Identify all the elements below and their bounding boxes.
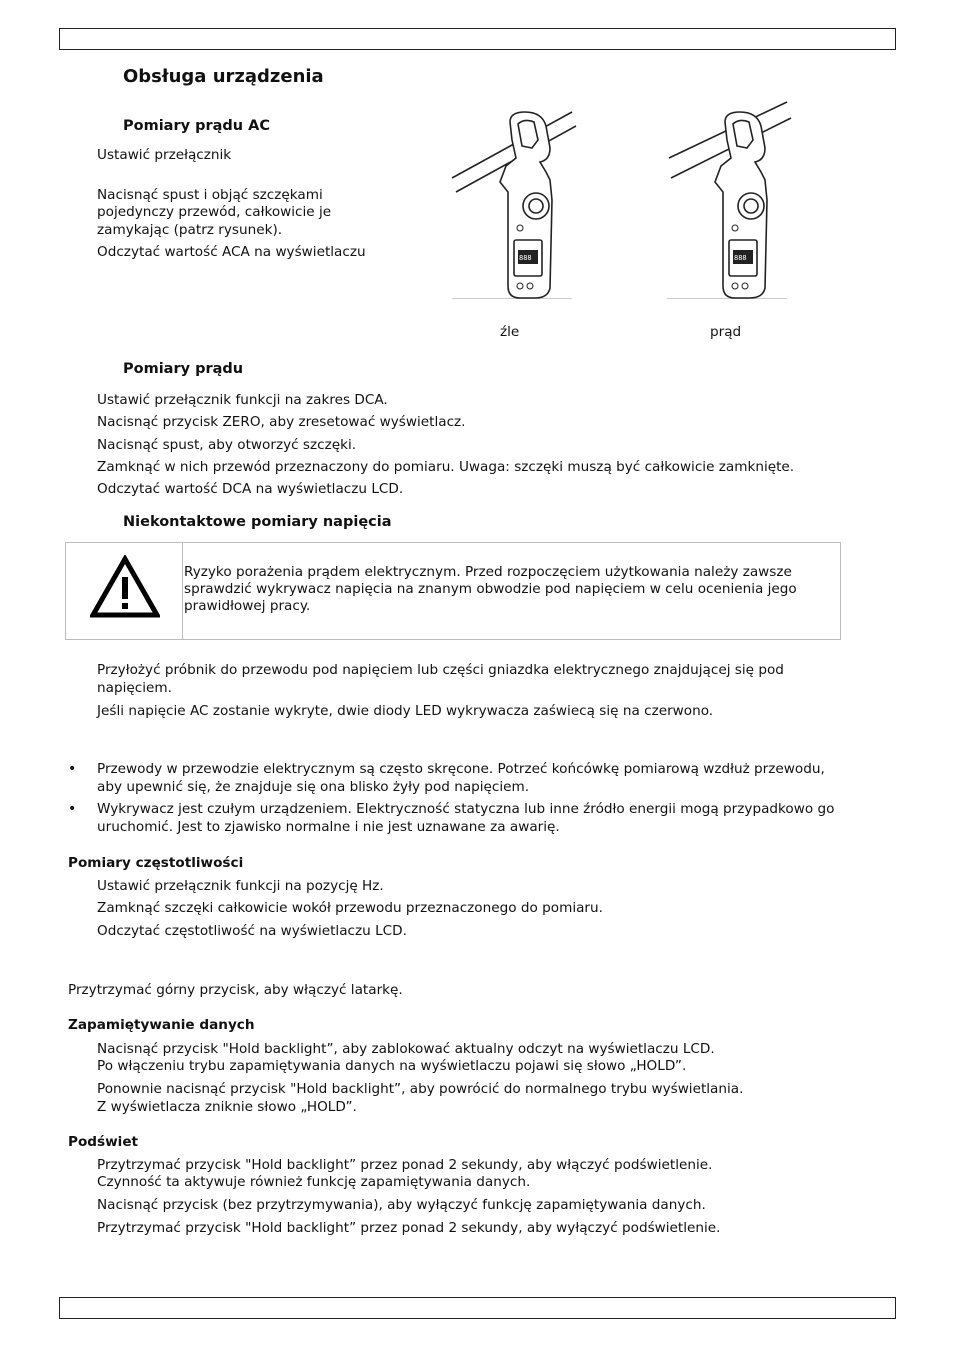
backlight-step-1-line2: Czynność ta aktywuje również funkcję zapamiętywania danych. <box>97 1174 531 1190</box>
ac-step-2-line1: Nacisnąć spust i objąć szczękami <box>97 187 323 203</box>
dc-step-1: Ustawić przełącznik funkcji na zakres DCA. <box>97 392 388 408</box>
ac-step-2-line2: pojedynczy przewód, całkowicie je <box>97 204 332 220</box>
caption-correct: prąd <box>710 324 742 340</box>
ac-heading: Pomiary prądu AC <box>123 118 271 134</box>
flashlight-text: Przytrzymać górny przycisk, aby włączyć latarkę. <box>68 982 403 998</box>
backlight-heading: Podświet <box>68 1134 139 1150</box>
warning-divider <box>182 543 183 639</box>
freq-step-3: Odczytać częstotliwość na wyświetlaczu LCD. <box>97 923 407 939</box>
svg-text:888: 888 <box>519 254 532 262</box>
header-frame <box>59 28 896 50</box>
svg-text:888: 888 <box>734 254 747 262</box>
warning-text-line3: prawidłowej pracy. <box>184 598 311 614</box>
bullet-1-line1: Przewody w przewodzie elektrycznym są często skręcone. Potrzeć końcówkę pomiarową wzdłuż przewodu, <box>97 761 825 777</box>
hold-step-2-line2: Z wyświetlacza zniknie słowo „HOLD”. <box>97 1099 357 1115</box>
bullet-2-marker: • <box>68 801 77 817</box>
warning-text-line1: Ryzyko porażenia prądem elektrycznym. Przed rozpoczęciem użytkowania należy zawsze <box>184 564 792 580</box>
hold-heading: Zapamiętywanie danych <box>68 1017 255 1033</box>
warning-text-line2: sprawdzić wykrywacz napięcia na znanym obwodzie pod napięciem w celu ocenienia jego <box>184 581 797 597</box>
hold-step-2-line1: Ponownie nacisnąć przycisk "Hold backlight”, aby powrócić do normalnego trybu wyświetlania. <box>97 1081 744 1097</box>
bullet-1-line2: aby upewnić się, że znajduje się ona blisko żyły pod napięciem. <box>97 779 530 795</box>
dc-step-5: Odczytać wartość DCA na wyświetlaczu LCD. <box>97 481 404 497</box>
ncv-step-2: Jeśli napięcie AC zostanie wykryte, dwie diody LED wykrywacza zaświecą się na czerwono. <box>97 703 714 719</box>
dc-step-4: Zamknąć w nich przewód przeznaczony do pomiaru. Uwaga: szczęki muszą być całkowicie zamknięte. <box>97 459 795 475</box>
ncv-step-1-line1: Przyłożyć próbnik do przewodu pod napięciem lub części gniazdka elektrycznego znajdującej się pod <box>97 662 784 678</box>
ncv-step-1-line2: napięciem. <box>97 680 172 696</box>
freq-heading: Pomiary częstotliwości <box>68 855 244 871</box>
warning-box <box>65 542 841 640</box>
backlight-step-3: Przytrzymać przycisk "Hold backlight” przez ponad 2 sekundy, aby wyłączyć podświetlenie. <box>97 1220 721 1236</box>
freq-step-2: Zamknąć szczęki całkowicie wokół przewodu przeznaczonego do pomiaru. <box>97 900 603 916</box>
dc-heading: Pomiary prądu <box>123 361 244 377</box>
ncv-heading: Niekontaktowe pomiary napięcia <box>123 514 392 530</box>
hold-step-1-line2: Po włączeniu trybu zapamiętywania danych na wyświetlaczu pojawi się słowo „HOLD”. <box>97 1058 687 1074</box>
ac-step-3: Odczytać wartość ACA na wyświetlaczu <box>97 244 366 260</box>
clamp-meter-wrong-icon <box>450 100 580 305</box>
page-title: Obsługa urządzenia <box>123 66 324 87</box>
footer-frame <box>59 1297 896 1319</box>
bullet-2-line2: uruchomić. Jest to zjawisko normalne i nie jest uznawane za awarię. <box>97 819 560 835</box>
bullet-1-marker: • <box>68 761 77 777</box>
backlight-step-1-line1: Przytrzymać przycisk "Hold backlight” przez ponad 2 sekundy, aby włączyć podświetlenie. <box>97 1157 713 1173</box>
caption-wrong: źle <box>500 324 520 340</box>
freq-step-1: Ustawić przełącznik funkcji na pozycję Hz. <box>97 878 384 894</box>
warning-triangle-icon <box>90 555 160 619</box>
dc-step-2: Nacisnąć przycisk ZERO, aby zresetować wyświetlacz. <box>97 414 466 430</box>
clamp-meter-correct-icon <box>665 100 795 305</box>
dc-step-3: Nacisnąć spust, aby otworzyć szczęki. <box>97 437 357 453</box>
backlight-step-2: Nacisnąć przycisk (bez przytrzymywania), aby wyłączyć funkcję zapamiętywania danych. <box>97 1197 706 1213</box>
bullet-2-line1: Wykrywacz jest czułym urządzeniem. Elektryczność statyczna lub inne źródło energii mogą przypadkowo go <box>97 801 835 817</box>
ac-step-1: Ustawić przełącznik <box>97 147 232 163</box>
ac-step-2-line3: zamykając (patrz rysunek). <box>97 222 283 238</box>
hold-step-1-line1: Nacisnąć przycisk "Hold backlight”, aby zablokować aktualny odczyt na wyświetlaczu LCD. <box>97 1041 715 1057</box>
